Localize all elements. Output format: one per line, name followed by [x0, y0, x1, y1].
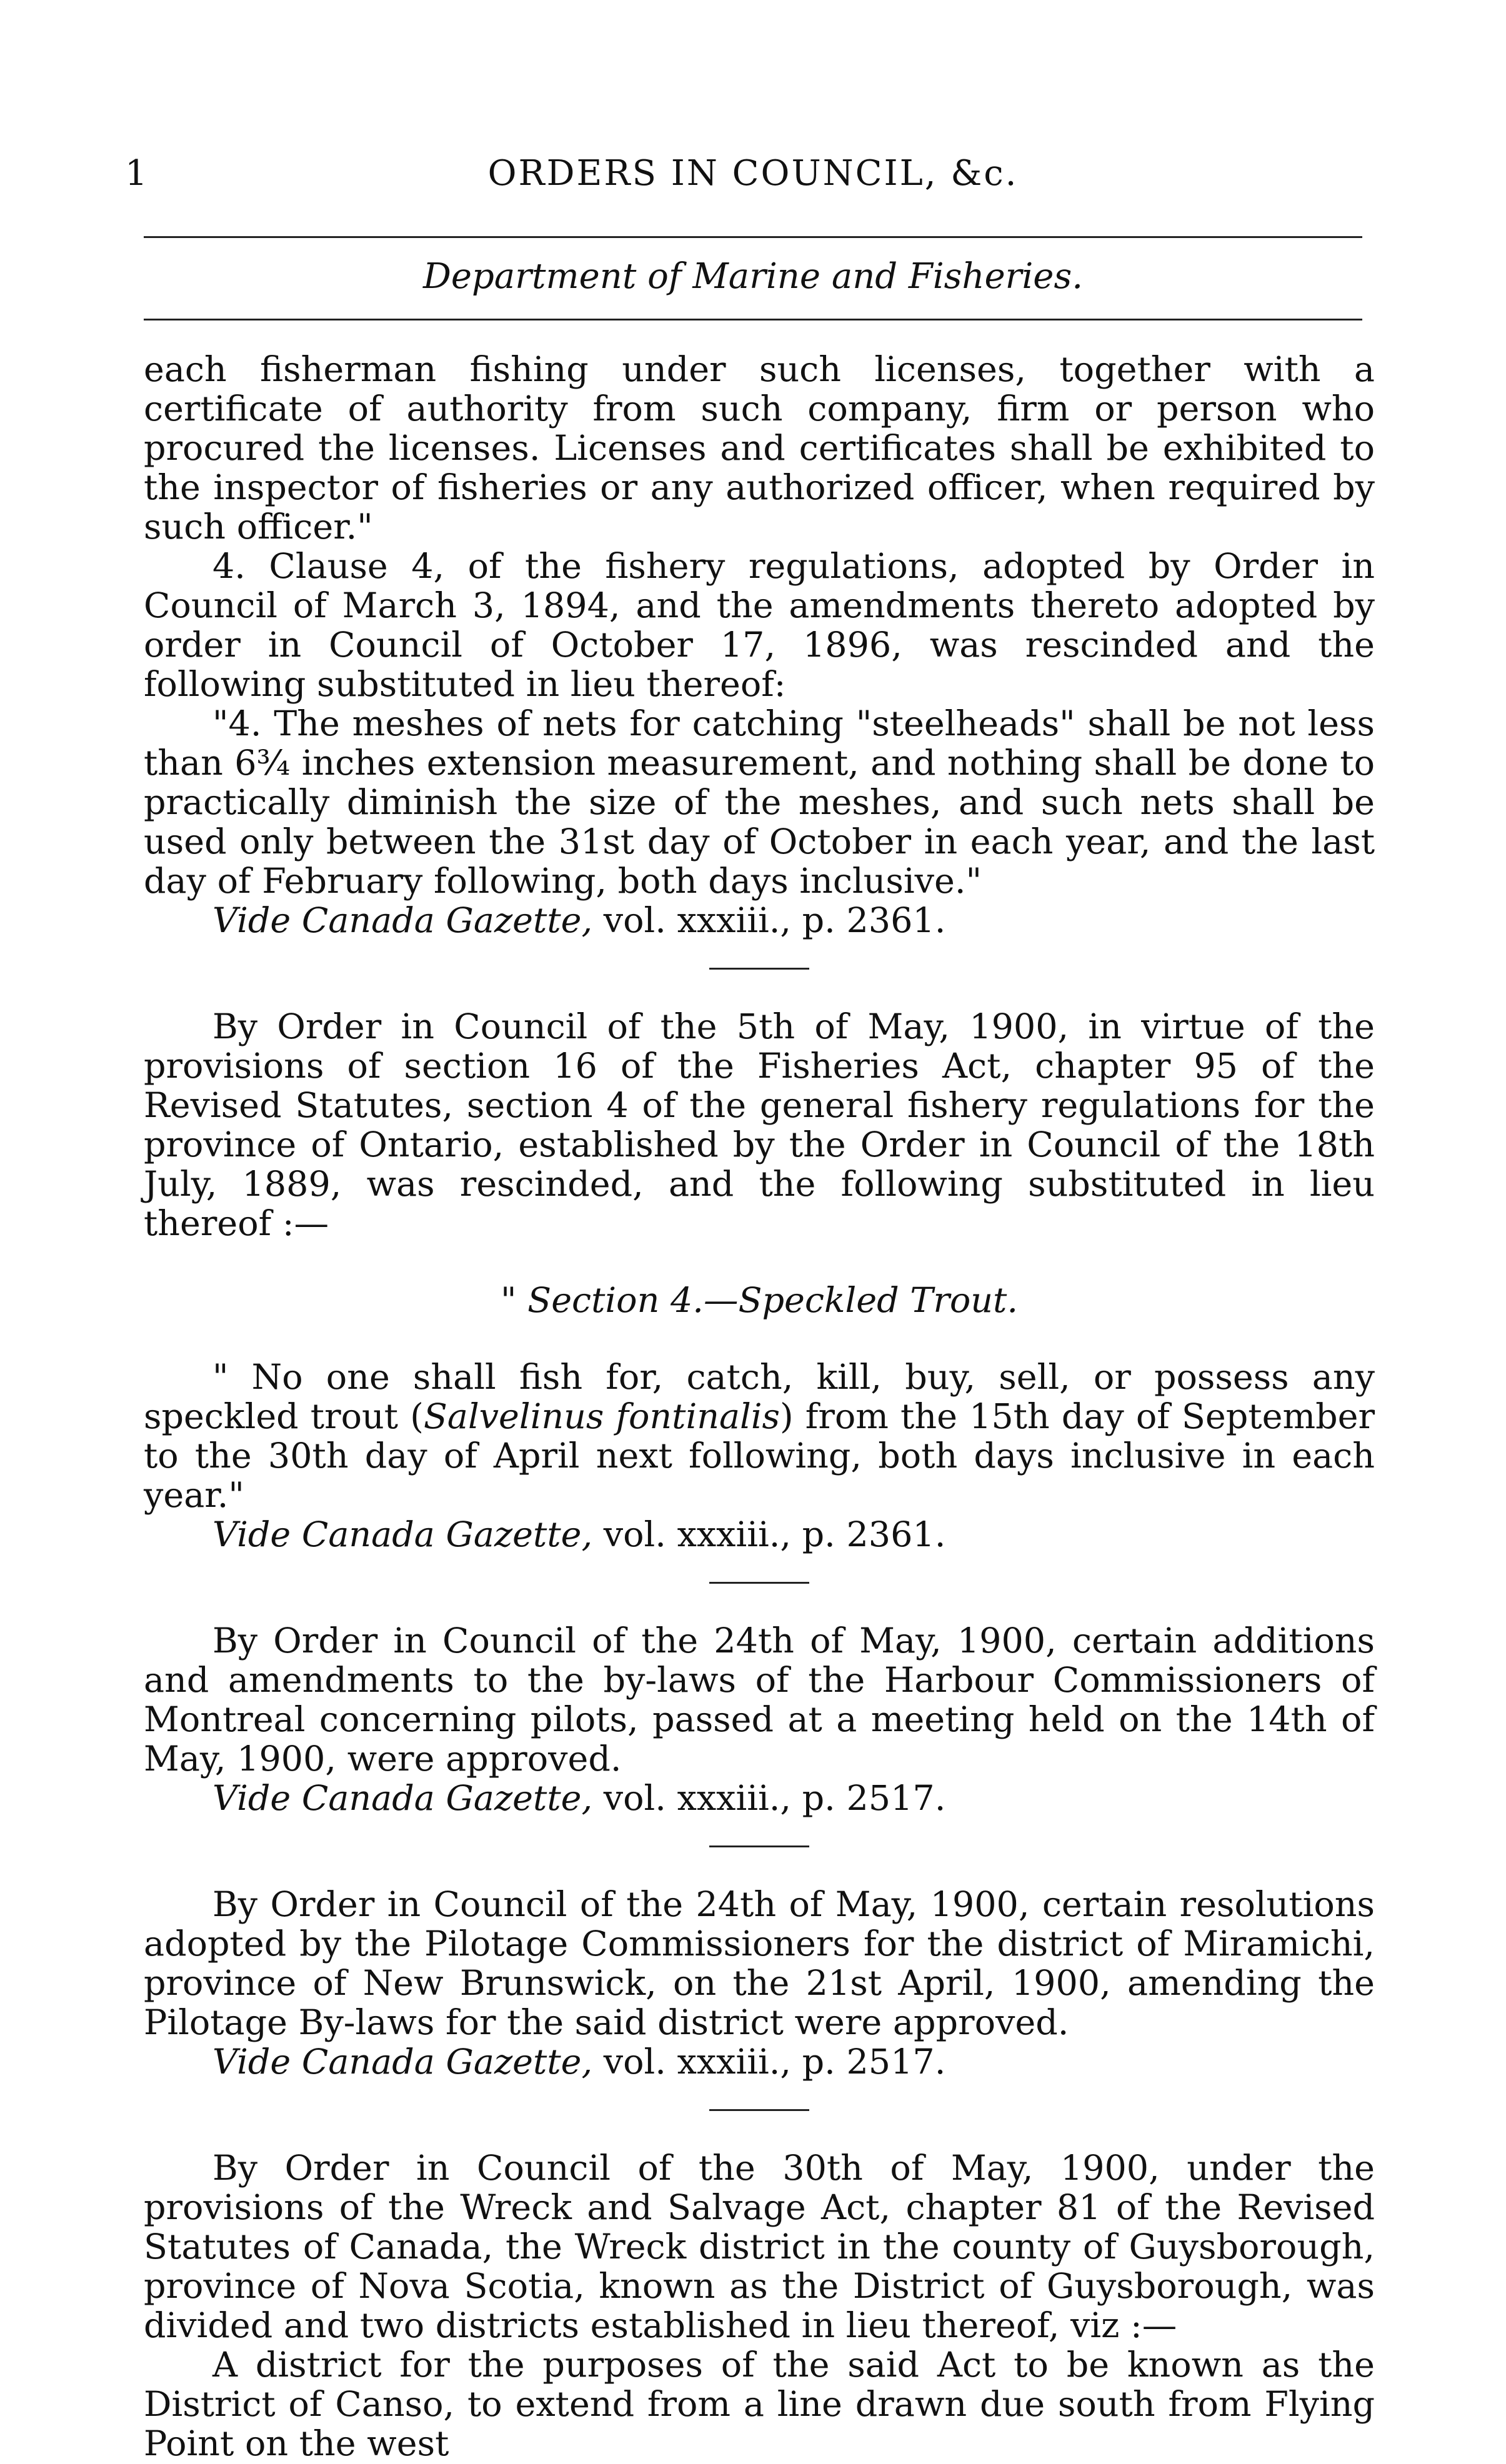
- citation-3: [144, 1779, 1375, 1818]
- citation-ref: vol. xxxiii., p. 2361.: [603, 900, 946, 941]
- document-body: [144, 350, 1375, 2463]
- running-head: [125, 153, 1381, 209]
- citation-source: Vide Canada Gazette,: [212, 1514, 593, 1555]
- paragraph-montreal-pilots: By Order in Council of the 24th of May, 1900, certain additions and amendments to the by-laws of the Harbour Commissioners of Montreal concerning pilots, passed at a meeting held on the 14th of May, 1900, were approved.: [144, 1621, 1375, 1779]
- department-heading: Department of Marine and Fisheries.: [423, 256, 1083, 297]
- header-rule-top: [144, 236, 1362, 238]
- paragraph-licenses: each fisherman fishing under such licenses, together with a certificate of authority from such company, firm or person who procured the licenses. Licenses and certificates shall be exhibited to the inspector of fisheries or any authorized officer, when required by such officer.": [144, 349, 1375, 547]
- citation-2: [144, 1515, 1375, 1554]
- paragraph-miramichi-pilotage: By Order in Council of the 24th of May, 1900, certain resolutions adopted by the Pilotage Commissioners for the district of Miramichi, province of New Brunswick, on the 21st April, 1900, amending the Pilotage By-laws for the said district were approved.: [144, 1884, 1375, 2043]
- citation-1: [144, 901, 1375, 940]
- citation-source: Vide Canada Gazette,: [212, 1778, 593, 1819]
- citation-ref: vol. xxxiii., p. 2361.: [603, 1514, 946, 1555]
- header-rule-bottom: [144, 319, 1362, 320]
- paragraph-wreck-salvage: By Order in Council of the 30th of May, 1900, under the provisions of the Wreck and Salvage Act, chapter 81 of the Revised Statutes of Canada, the Wreck district in the county of Guysborough, province of Nova Scotia, known as the District of Guysborough, was divided and two districts established in lieu thereof, viz :—: [144, 2148, 1375, 2346]
- paragraph-clause-4: 4. Clause 4, of the fishery regulations, adopted by Order in Council of March 3, 1894, and the amendments thereto adopted by order in Council of October 17, 1896, was rescinded and the following substituted in lieu thereof:: [144, 546, 1375, 705]
- page-number: 1: [125, 153, 147, 194]
- quote-steelheads: "4. The meshes of nets for catching "steelheads" shall be not less than 6¾ inches extension measurement, and nothing shall be done to practically diminish the size of the meshes, and such nets shall be used only between the 31st day of October in each year, and the last day of February following, both days inclusive.": [144, 703, 1375, 902]
- paragraph-ontario-order: By Order in Council of the 5th of May, 1900, in virtue of the provisions of section 16 of the Fisheries Act, chapter 95 of the Revised Statutes, section 4 of the general fishery regulations for the province of Ontario, established by the Order in Council of the 18th July, 1889, was rescinded, and the following substituted in lieu thereof :—: [144, 1006, 1375, 1244]
- citation-4: [144, 2042, 1375, 2082]
- citation-source: Vide Canada Gazette,: [212, 2042, 593, 2082]
- citation-source: Vide Canada Gazette,: [212, 900, 593, 941]
- page-title: ORDERS IN COUNCIL, &c.: [487, 153, 1019, 194]
- section-heading-speckled-trout: " Section 4.—Speckled Trout.: [501, 1280, 1018, 1321]
- citation-ref: vol. xxxiii., p. 2517.: [603, 2042, 946, 2082]
- citation-ref: vol. xxxiii., p. 2517.: [603, 1778, 946, 1819]
- quote-speckled-trout: " No one shall fish for, catch, kill, buy, sell, or possess any speckled trout (Salvelinus fontinalis) from the 15th day of September to the 30th day of April next following, both days inclusive in each year.": [144, 1357, 1375, 1516]
- paragraph-canso-district: A district for the purposes of the said Act to be known as the District of Canso, to extend from a line drawn due south from Flying Point on the west: [144, 2345, 1375, 2464]
- species-name: Salvelinus fontinalis: [423, 1396, 780, 1437]
